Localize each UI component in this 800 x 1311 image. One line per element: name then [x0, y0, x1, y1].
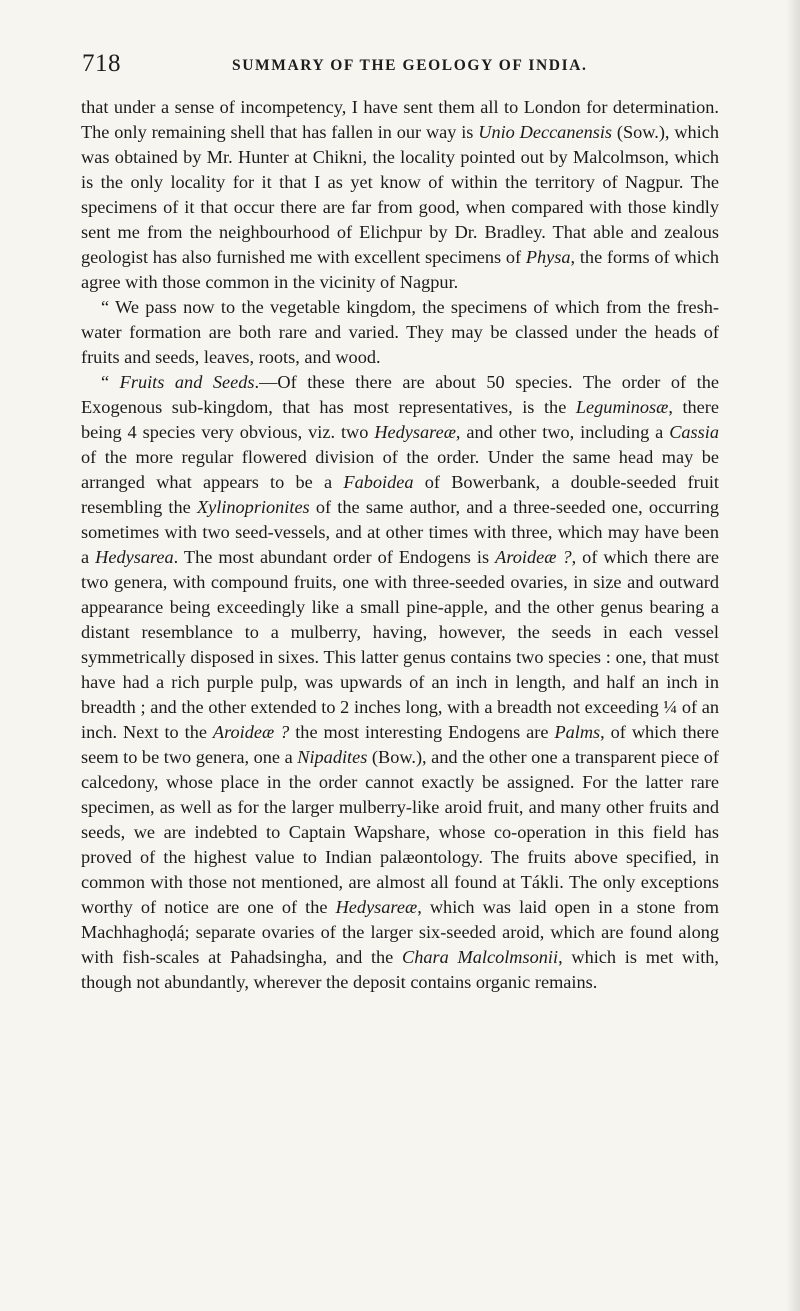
text-run: (Bow.), and the other one a transparent piece of calcedony, whose place in the order cannot exactly be assigned. For the latter rare specimen, as well as for the larger mulberry-like aroid fruit, and many other fruits and seeds, we are indebted to Captain Wapshare, whose co-operation in this field has proved of the highest value to Indian palæontology. The fruits above specified, in common with those not mentioned, are almost all found at Tákli. The only exceptions worthy of notice are one of the — [81, 747, 719, 917]
taxon-name: Leguminosæ — [575, 397, 669, 417]
taxon-name: Hedysareæ — [335, 897, 418, 917]
running-title: SUMMARY OF THE GEOLOGY OF INDIA. — [232, 57, 588, 74]
text-run: , which is met with, though not abundantly, wherever the deposit contains organic remains. — [81, 947, 719, 992]
text-run: that under a sense of incompetency, I have sent them all to London for determination. The only remaining shell that has fallen in our way is — [81, 97, 719, 142]
text-run: , of which there are two genera, with compound fruits, one with three-seeded ovaries, in size and outward appearance being exceedingly like a small pine-apple, and the other genus bearing a distant resemblance to a mulberry, having, however, the seeds in each vessel symmetrically disposed in sixes. This latter genus contains two species : one, that must have had a rich purple pulp, was upwards of an inch in length, and half an inch in breadth ; and the other extended to 2 inches long, with a breadth not exceeding ¼ of an inch. Next to the — [81, 547, 720, 742]
text-run: , and other two, including a — [455, 422, 670, 442]
taxon-name: Palms — [554, 722, 601, 742]
taxon-name: Chara Malcolmsonii — [402, 947, 559, 967]
text-run: . The most abundant order of Endogens is — [173, 547, 496, 567]
taxon-name: Aroideæ ? — [495, 547, 572, 567]
taxon-name: Faboidea — [343, 472, 414, 492]
taxon-name: Cassia — [669, 422, 719, 442]
paragraph-3 — [81, 370, 719, 995]
taxon-name: Hedysarea — [95, 547, 174, 567]
taxon-name: Hedysareæ — [374, 422, 456, 442]
text-run: , of which there seem to be two genera, one a — [81, 722, 719, 767]
quote-mark: “ — [101, 372, 120, 392]
text-run: , there being 4 species very obvious, viz. two — [81, 397, 719, 442]
paragraph-2 — [81, 295, 719, 370]
genus-name: Physa — [525, 247, 571, 267]
section-heading: Fruits and Seeds — [119, 372, 255, 392]
text-run: , the forms of which agree with those common in the vicinity of Nagpur. — [81, 247, 719, 292]
text-run: (Sow.), which was obtained by Mr. Hunter at Chikni, the locality pointed out by Malcolmson, which is the only locality for it that I as yet know of within the territory of Nagpur. The specimens of it that occur there are far from good, when compared with those kindly sent me from the neighbourhood of Elichpur by Dr. Bradley. That able and zealous geologist has also furnished me with excellent specimens of — [81, 122, 719, 267]
taxon-name: Aroideæ ? — [212, 722, 290, 742]
page-edge-shadow — [786, 0, 800, 1311]
text-run: of the more regular flowered division of the order. Under the same head may be arranged what appears to be a — [81, 447, 719, 492]
running-head — [82, 50, 722, 80]
text-run: .—Of these there are about 50 species. The order of the Exogenous sub-kingdom, that has most representatives, is the — [81, 372, 720, 417]
text-run: , which was laid open in a stone from Machhaghoḍá; separate ovaries of the larger six-seeded aroid, which are found along with fish-scales at Pahadsingha, and the — [81, 897, 720, 967]
text-run: the most interesting Endogens are — [289, 722, 555, 742]
paragraph-1 — [81, 95, 719, 295]
text-run: of the same author, and a three-seeded one, occurring sometimes with two seed-vessels, and at other times with three, which may have been a — [81, 497, 719, 567]
taxon-name: Nipadites — [297, 747, 368, 767]
species-name: Unio Deccanensis — [478, 122, 613, 142]
taxon-name: Xylinoprionites — [196, 497, 310, 517]
page-number: 718 — [82, 50, 121, 77]
text-run: of Bowerbank, a double-seeded fruit resembling the — [81, 472, 719, 517]
text-run: “ We pass now to the vegetable kingdom, the specimens of which from the fresh-water formation are both rare and varied. They may be classed under the heads of fruits and seeds, leaves, roots, and wood. — [81, 297, 719, 367]
body-text — [81, 95, 719, 995]
